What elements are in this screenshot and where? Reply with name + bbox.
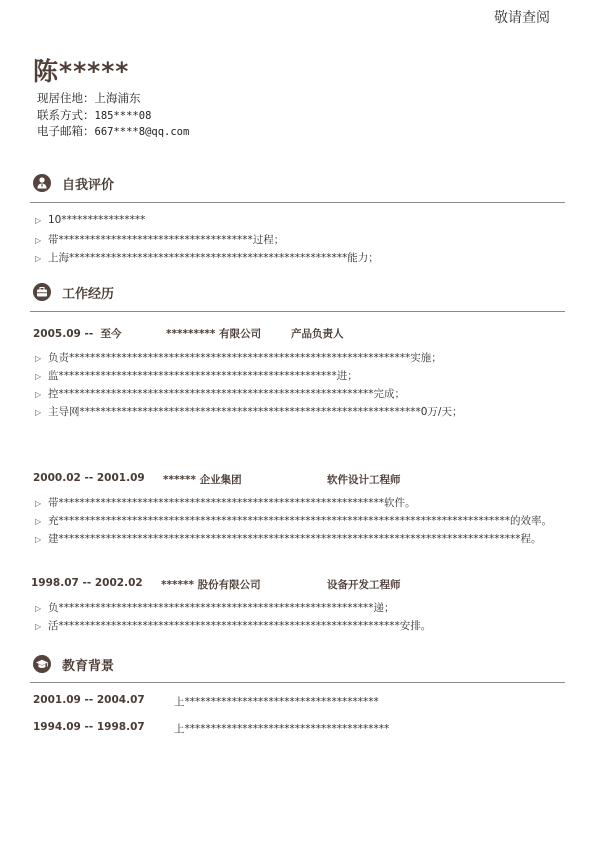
contact-address	[37, 90, 141, 106]
list-item: ▷ 活*****************************************************************安排。	[35, 620, 432, 632]
list-item: ▷ 监*****************************************************进；	[35, 370, 358, 382]
job-date: 1998.07 -- 2002.02	[31, 577, 143, 589]
list-item: ▷ 带*************************************过程；	[35, 234, 285, 246]
contact-value: 667****8@qq.com	[94, 126, 190, 138]
job-role: 设备开发工程师	[327, 579, 401, 591]
triangle-bullet-icon: ▷	[35, 254, 42, 263]
job-company: ****** 股份有限公司	[161, 579, 261, 591]
contact-label: 联系方式：	[37, 108, 95, 122]
job-role: 产品负责人	[291, 328, 344, 340]
list-item: ▷ 10****************	[35, 214, 146, 226]
education-date: 1994.09 -- 1998.07	[33, 721, 145, 733]
triangle-bullet-icon: ▷	[35, 517, 42, 526]
contact-value: 185****08	[94, 110, 152, 122]
section-title-self-eval: 自我评价	[62, 178, 115, 193]
job-date: 2000.02 -- 2001.09	[33, 472, 145, 484]
list-item: ▷ 带**************************************************************软件。	[35, 497, 416, 509]
graduation-cap-icon	[33, 655, 51, 673]
job-date: 2005.09 -- 至今	[33, 328, 122, 340]
section-divider	[30, 202, 565, 203]
education-date: 2001.09 -- 2004.07	[33, 694, 145, 706]
triangle-bullet-icon: ▷	[35, 408, 42, 417]
briefcase-icon	[33, 283, 51, 301]
education-school: 上***************************************	[174, 723, 390, 735]
triangle-bullet-icon: ▷	[35, 354, 42, 363]
contact-email	[37, 123, 189, 139]
contact-label: 现居住地：	[37, 91, 95, 105]
section-title-education: 教育背景	[62, 659, 115, 674]
section-title-work: 工作经历	[62, 287, 115, 302]
list-item: ▷ 主导网*****************************************************************0万/天；	[35, 406, 463, 418]
education-school: 上*************************************	[174, 696, 379, 708]
section-divider	[30, 311, 565, 312]
triangle-bullet-icon: ▷	[35, 535, 42, 544]
job-company: ****** 企业集团	[163, 474, 242, 486]
contact-value: 上海浦东	[94, 91, 141, 105]
triangle-bullet-icon: ▷	[35, 604, 42, 613]
contact-label: 电子邮箱：	[37, 124, 95, 138]
job-company: ********* 有限公司	[166, 328, 262, 340]
contact-phone	[37, 107, 151, 123]
section-divider	[30, 682, 565, 683]
triangle-bullet-icon: ▷	[35, 216, 42, 225]
job-role: 软件设计工程师	[327, 474, 401, 486]
list-item: ▷ 充**************************************************************************************的效率。	[35, 515, 552, 527]
triangle-bullet-icon: ▷	[35, 499, 42, 508]
candidate-name: 陈*****	[33, 57, 130, 86]
list-item: ▷ 负责*****************************************************************实施；	[35, 352, 442, 364]
triangle-bullet-icon: ▷	[35, 622, 42, 631]
list-item: ▷ 上海*****************************************************能力；	[35, 252, 379, 264]
list-item: ▷ 控************************************************************完成；	[35, 388, 405, 400]
header-corner-text: 敬请查阅	[494, 10, 550, 26]
triangle-bullet-icon: ▷	[35, 390, 42, 399]
list-item: ▷ 负************************************************************递；	[35, 602, 395, 614]
triangle-bullet-icon: ▷	[35, 236, 42, 245]
triangle-bullet-icon: ▷	[35, 372, 42, 381]
list-item: ▷ 建****************************************************************************************程。	[35, 533, 542, 545]
person-tie-icon	[33, 174, 51, 192]
